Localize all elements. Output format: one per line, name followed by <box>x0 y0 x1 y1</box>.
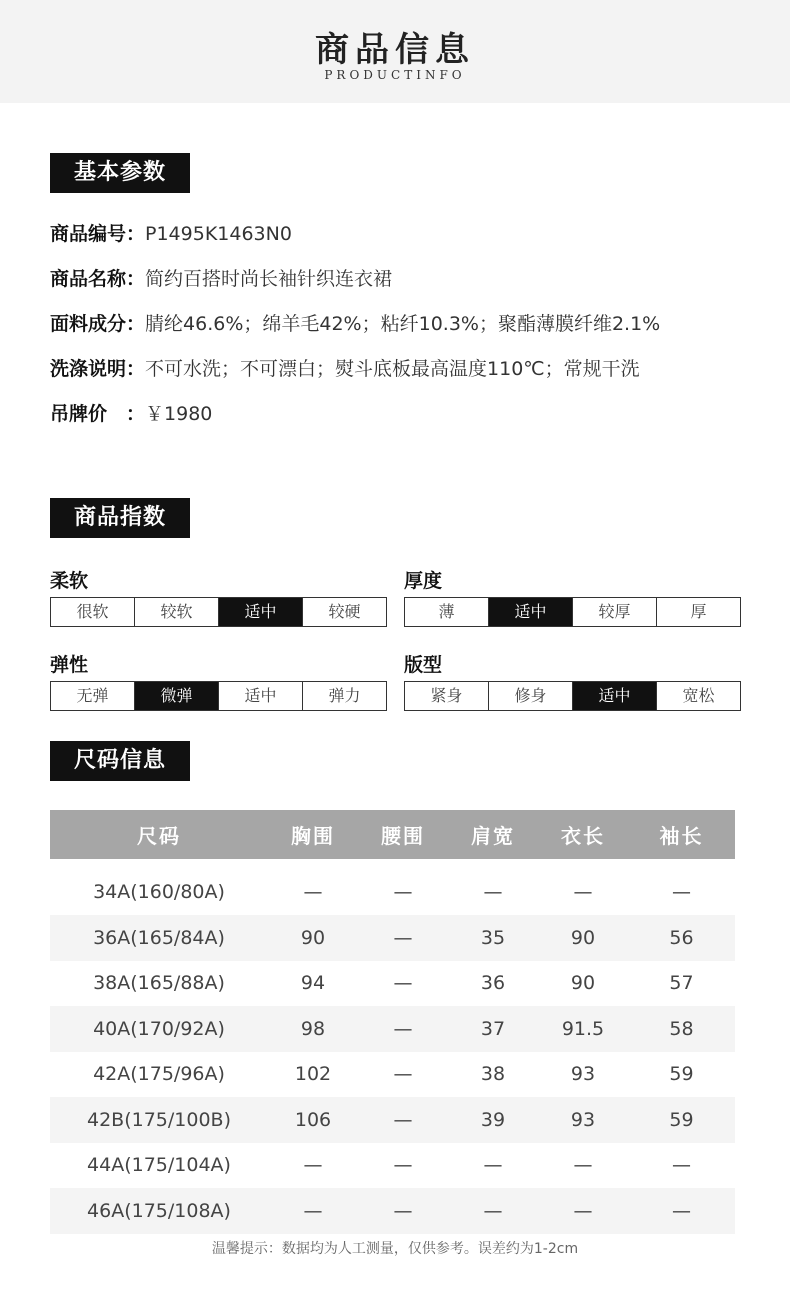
table-cell: — <box>672 1154 691 1177</box>
table-cell: — <box>393 1154 413 1177</box>
param-key: 吊牌价 ： <box>50 403 146 425</box>
table-cell: 36A(165/84A) <box>50 915 268 961</box>
table-cell: 90 <box>570 972 596 995</box>
param-row-washing <box>50 354 640 384</box>
table-cell: — <box>538 1188 628 1234</box>
table-cell: — <box>483 881 503 903</box>
table-cell: — <box>573 1154 593 1177</box>
table-cell: 56 <box>628 915 735 961</box>
size-info-label: 尺码信息 <box>50 741 190 781</box>
table-cell: 58 <box>628 1006 735 1052</box>
param-key: 洗涤说明： <box>50 358 146 380</box>
table-cell: — <box>358 1097 448 1143</box>
table-cell: 44A(175/104A) <box>87 1154 231 1177</box>
param-row-name <box>50 264 392 294</box>
size-note: 温馨提示：数据均为人工测量，仅供参考。误差约为1-2cm <box>211 1241 579 1257</box>
thickness-scale <box>404 597 741 627</box>
table-cell: 46A(175/108A) <box>50 1188 268 1234</box>
page-subtitle: PRODUCTINFO <box>324 68 466 82</box>
page-title: 商品信息 <box>315 30 475 70</box>
param-value: 不可水洗；不可漂白；熨斗底板最高温度110℃；常规干洗 <box>145 358 640 380</box>
param-value: P1495K1463N0 <box>145 223 292 245</box>
column-header: 袖长 <box>628 810 735 859</box>
softness-scale <box>50 597 387 627</box>
param-key: 商品名称： <box>50 268 146 290</box>
table-cell: 59 <box>628 1097 735 1143</box>
table-row <box>50 1143 735 1189</box>
table-cell: 93 <box>538 1097 628 1143</box>
column-header: 尺码 <box>50 810 268 859</box>
scale-option: 适中 <box>218 682 302 710</box>
table-cell: 57 <box>669 972 694 995</box>
table-cell: — <box>393 1063 413 1086</box>
table-cell: — <box>303 1154 323 1177</box>
param-row-code <box>50 219 292 249</box>
basic-params-label: 基本参数 <box>50 153 190 193</box>
table-cell: — <box>672 881 691 903</box>
table-cell: — <box>393 972 413 995</box>
scale-option: 适中 <box>218 598 302 626</box>
table-cell: — <box>358 1188 448 1234</box>
scale-option: 无弹 <box>76 686 109 705</box>
scale-option: 紧身 <box>430 686 463 705</box>
scale-option: 微弹 <box>134 682 218 710</box>
table-row <box>50 961 735 1007</box>
table-cell: — <box>573 881 593 903</box>
table-row <box>50 1097 735 1143</box>
table-cell: 34A(160/80A) <box>93 881 225 903</box>
column-header: 衣长 <box>538 810 628 859</box>
table-cell: 98 <box>268 1006 358 1052</box>
param-value: ￥1980 <box>145 403 213 425</box>
table-cell: — <box>393 881 413 903</box>
index-title-softness: 柔软 <box>50 570 89 592</box>
table-cell: — <box>628 1188 735 1234</box>
scale-option: 修身 <box>488 682 572 710</box>
table-cell: — <box>268 1188 358 1234</box>
table-cell: 90 <box>538 915 628 961</box>
scale-option: 很软 <box>76 602 109 621</box>
table-cell: — <box>448 1188 538 1234</box>
index-title-elasticity: 弹性 <box>50 654 89 676</box>
table-cell: 39 <box>448 1097 538 1143</box>
column-header: 腰围 <box>358 810 448 859</box>
table-cell: 42A(175/96A) <box>93 1063 225 1086</box>
table-row <box>50 859 735 915</box>
table-cell: 36 <box>480 972 506 995</box>
table-cell: 35 <box>448 915 538 961</box>
scale-option: 薄 <box>438 602 455 621</box>
scale-option: 较硬 <box>302 598 386 626</box>
header <box>0 0 790 103</box>
scale-option: 适中 <box>572 682 656 710</box>
table-cell: 91.5 <box>538 1006 628 1052</box>
scale-option: 宽松 <box>656 682 740 710</box>
table-cell: 90 <box>268 915 358 961</box>
param-key: 面料成分： <box>50 313 146 335</box>
scale-option: 较厚 <box>572 598 656 626</box>
size-table-header <box>50 810 735 859</box>
scale-option: 弹力 <box>302 682 386 710</box>
table-cell: 38 <box>480 1063 506 1086</box>
table-row <box>50 1052 735 1098</box>
scale-option: 厚 <box>656 598 740 626</box>
column-header: 肩宽 <box>448 810 538 859</box>
column-header: 胸围 <box>268 810 358 859</box>
table-cell: 42B(175/100B) <box>50 1097 268 1143</box>
scale-option: 较软 <box>134 598 218 626</box>
table-cell: 106 <box>268 1097 358 1143</box>
index-title-fit: 版型 <box>404 654 443 676</box>
table-cell: 102 <box>294 1063 332 1086</box>
elasticity-scale <box>50 681 387 711</box>
table-cell: 38A(165/88A) <box>93 972 225 995</box>
table-cell: — <box>483 1154 503 1177</box>
param-row-fabric <box>50 309 660 339</box>
table-row <box>50 1188 735 1234</box>
param-key: 商品编号： <box>50 223 146 245</box>
table-cell: 59 <box>669 1063 694 1086</box>
table-cell: — <box>303 881 323 903</box>
table-cell: 40A(170/92A) <box>50 1006 268 1052</box>
product-index-label: 商品指数 <box>50 498 190 538</box>
table-cell: 94 <box>300 972 326 995</box>
table-cell: — <box>358 1006 448 1052</box>
table-row <box>50 915 735 961</box>
fit-scale <box>404 681 741 711</box>
table-cell: 93 <box>570 1063 596 1086</box>
table-cell: — <box>358 915 448 961</box>
size-table <box>50 810 735 1234</box>
table-row <box>50 1006 735 1052</box>
index-title-thickness: 厚度 <box>404 570 443 592</box>
param-value: 简约百搭时尚长袖针织连衣裙 <box>145 268 393 290</box>
param-row-price <box>50 399 212 429</box>
table-cell: 37 <box>448 1006 538 1052</box>
scale-option: 适中 <box>488 598 572 626</box>
param-value: 腈纶46.6%；绵羊毛42%；粘纤10.3%；聚酯薄膜纤维2.1% <box>145 313 661 335</box>
